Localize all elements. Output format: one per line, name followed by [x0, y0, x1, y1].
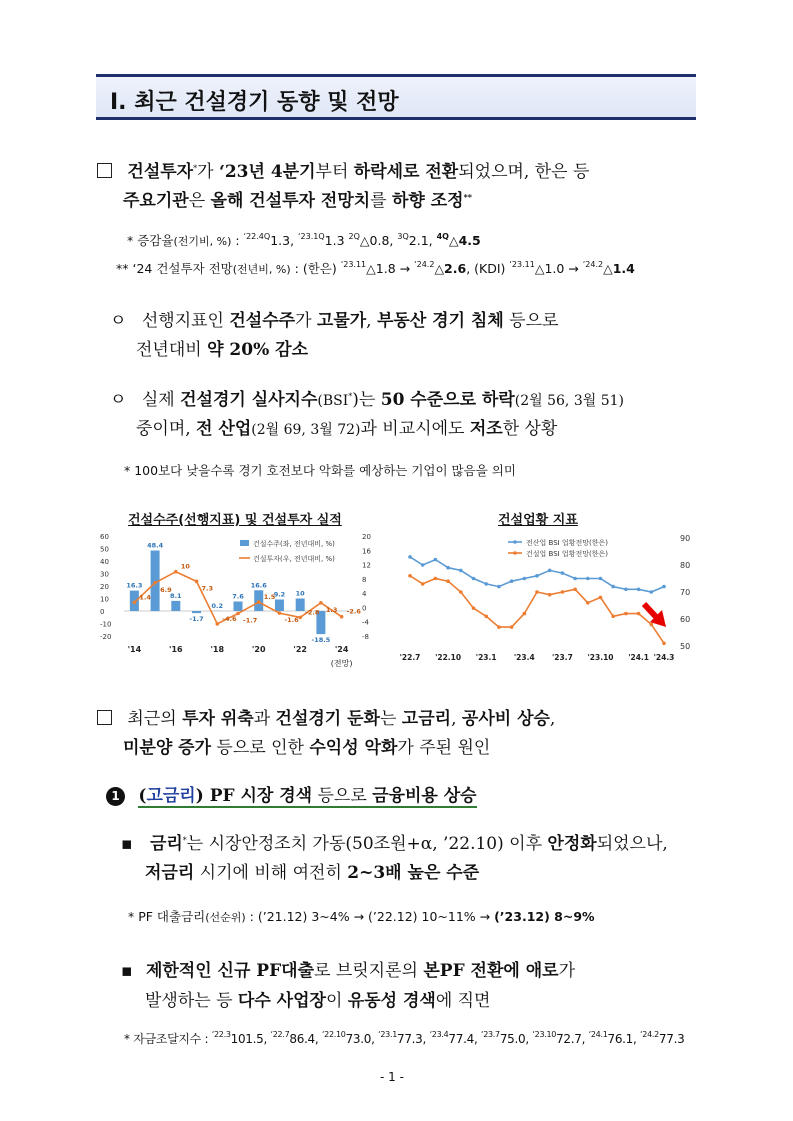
chart2-point-all: [662, 585, 666, 589]
chart1-right-tick: 0: [362, 604, 367, 613]
text-low-rate: 저금리: [145, 863, 195, 883]
chart2-legend-label: 건설업 BSI 업황전망(한은): [526, 550, 608, 558]
chart2-point-construction: [421, 582, 425, 586]
chart1-bar-label: -18.5: [311, 636, 331, 645]
note-sup: ‘24.2: [582, 260, 604, 269]
text: 로 브릿지론의: [314, 961, 424, 981]
chart2-point-construction: [650, 623, 654, 627]
chart2-point-all: [408, 555, 412, 559]
chart2-x-tick: '23.7: [551, 653, 573, 662]
chart2-point-all: [510, 579, 514, 583]
note-text: * 증감율: [127, 233, 174, 248]
chart2-y-tick: 50: [680, 642, 691, 651]
chart1-left-tick: -10: [100, 620, 112, 629]
chart2-line: [396, 528, 696, 670]
chart2-y-tick: 90: [680, 534, 691, 543]
chart2-x-tick: '23.4: [513, 653, 535, 662]
text: 가: [558, 961, 576, 981]
chart2-point-all: [459, 569, 463, 573]
chart1-x-tick: '22: [293, 645, 307, 654]
note-sup: ‘23.1: [378, 1030, 397, 1039]
chart1-legend-bar-swatch: [240, 540, 249, 546]
chart1-bar-label: 16.3: [126, 581, 143, 590]
text-liquidity: 유동성 경색: [347, 991, 436, 1011]
chart1-left-tick: 60: [100, 533, 109, 541]
text-pf-difficulty: 본PF 전환에 애로: [423, 961, 559, 981]
chart1-left-tick: 0: [100, 608, 105, 616]
note-text: △0.8,: [359, 233, 398, 248]
chart1-bar-label: 16.6: [250, 581, 267, 590]
chart1-point: [153, 581, 157, 585]
chart2-point-all: [484, 582, 488, 586]
chart2-point-construction: [472, 606, 476, 610]
chart2-point-construction: [408, 574, 412, 578]
text: 등으로: [503, 311, 559, 331]
text: (2월 56, 3월 51): [514, 393, 624, 409]
text-20pct-decrease: 약 20% 감소: [207, 340, 309, 360]
text: (: [138, 786, 147, 806]
text-high-rate: 고금리: [146, 786, 196, 806]
bullet-circle-icon: ㅇ: [110, 390, 127, 410]
b2-note: * 100보다 낮을수록 경기 호전보다 악화를 예상하는 기업이 많음을 의미: [124, 463, 516, 478]
number-1-icon: 1: [106, 787, 125, 806]
chart1-legend-bar-label: 건설수주(좌, 전년대비, %): [253, 540, 335, 548]
text: 되었으나,: [596, 834, 668, 854]
chart1-left-tick: -20: [100, 633, 112, 641]
chart2-point-construction: [586, 601, 590, 605]
chart1-point: [133, 601, 137, 605]
chart2-x-tick: '24.3: [653, 653, 675, 662]
text-decline-turn: 하락세로 전환: [353, 162, 459, 182]
chart1-bar-label: 48.4: [147, 541, 164, 550]
note-text: △4.5: [448, 233, 481, 248]
text-all-industries: 전 산업: [196, 419, 252, 439]
note-text: , (KDI): [466, 261, 510, 276]
chart1-point: [257, 600, 261, 604]
note-text: ** ‘24 건설투자 전망: [116, 261, 233, 276]
text: 등으로: [312, 786, 373, 806]
chart1-bar-label: -1.7: [189, 615, 204, 624]
chart1-line-label: -4.6: [222, 614, 237, 623]
note-text: 72.7,: [556, 1032, 589, 1046]
chart1-right-tick: -4: [362, 618, 369, 627]
chart2-point-construction: [484, 615, 488, 619]
note-sup: ‘24.1: [588, 1030, 608, 1039]
chart1-bar-label: 9.2: [273, 590, 286, 599]
d2-note: [124, 1030, 684, 1047]
text: ,: [549, 709, 556, 729]
text: 은: [188, 191, 211, 211]
chart2-point-all: [497, 585, 501, 589]
text: 중이며,: [136, 419, 197, 439]
chart1-line-label: 1.5: [263, 593, 276, 602]
text-2-3x: 2~3배 높은 수준: [347, 863, 480, 883]
note-sup: ‘23.1Q: [298, 232, 325, 241]
chart1-bar: [296, 599, 305, 612]
text: ,: [366, 311, 377, 331]
chart2-point-all: [535, 574, 539, 578]
chart1-bar: [275, 600, 284, 612]
chart2-point-all: [561, 571, 565, 575]
d2-line2: [145, 986, 490, 1011]
d1-note: [128, 907, 595, 925]
note-sup: ‘23.7: [480, 1030, 500, 1039]
text-orders: 건설수주: [229, 311, 296, 331]
text: 되었으며, 한은 등: [458, 162, 590, 182]
text-construction-investment: 건설투자: [127, 162, 194, 182]
text: (2월 69, 3월 72): [251, 422, 361, 438]
chart2-point-construction: [459, 590, 463, 594]
text-downward: 하향 조정: [392, 191, 464, 211]
note-text: : (’21.12) 3~4% → (’22.12) 10~11% →: [245, 909, 495, 924]
chart1-point: [340, 615, 344, 619]
text: 실제: [141, 390, 181, 410]
chart2-point-construction: [561, 590, 565, 594]
chart2-title: 건설업황 지표: [498, 513, 578, 528]
chart2-point-all: [523, 577, 527, 581]
text: 는 시장안정조치 가동(50조원+α, ’22.10) 이후: [186, 834, 548, 854]
chart1-bar-label: 0.2: [211, 601, 224, 610]
section-title-box: [96, 74, 696, 120]
bullet-square-icon: ▪: [121, 834, 133, 854]
checkbox-square-icon: [97, 163, 112, 178]
text: 이: [325, 991, 348, 1011]
note-sup: 3Q: [397, 232, 409, 241]
text-23q4: ‘23년 4분기: [218, 162, 316, 182]
note-sup: ‘23.11: [340, 260, 367, 269]
note-text: * PF 대출금리: [128, 909, 206, 924]
note-text: 101.5,: [230, 1032, 271, 1046]
text-rate: 금리: [149, 834, 183, 854]
chart2-legend-dot: [513, 551, 517, 555]
text-investment: 투자 위축: [182, 709, 254, 729]
bullet-circle-icon: ㅇ: [110, 311, 127, 331]
chart1-bar: [234, 602, 243, 612]
chart2-point-construction: [523, 612, 527, 616]
note-text: △1.8 →: [366, 261, 415, 276]
chart1-bar-label: 7.6: [232, 592, 244, 601]
checkbox-square-icon: [97, 710, 112, 725]
chart1-point: [195, 580, 199, 584]
s2-line1: [97, 704, 555, 729]
note-sup: ‘22.4Q: [243, 232, 271, 241]
chart2-point-construction: [611, 615, 615, 619]
chart2-y-tick: 70: [680, 588, 691, 597]
chart1-point: [298, 616, 302, 620]
note-text: (전기비, %): [173, 235, 232, 248]
text: 가: [197, 162, 219, 182]
s2-line2: [123, 733, 490, 758]
chart2-point-construction: [573, 588, 577, 592]
b2-line2: [136, 414, 557, 439]
chart1-x-tick: '14: [127, 645, 142, 654]
chart1-point: [319, 601, 323, 605]
text: 발생하는 등: [145, 991, 238, 1011]
chart2-point-all: [637, 588, 641, 592]
s1-note1: [127, 231, 481, 249]
note-text: : (한은): [290, 261, 341, 276]
chart1-line-label: 1.3: [325, 605, 338, 614]
note-sup: 2Q: [348, 232, 360, 241]
chart2-point-construction: [446, 579, 450, 583]
note-sup: ‘22.7: [270, 1030, 290, 1039]
chart1-bar: [171, 601, 180, 611]
chart1-bar-label: 10: [295, 589, 305, 598]
text: (BSI: [317, 393, 349, 409]
text-many-sites: 다수 사업장: [237, 991, 326, 1011]
chart2-point-all: [434, 558, 438, 562]
note-text: (선순위): [205, 911, 246, 924]
chart2-point-construction: [548, 593, 552, 597]
note-text: 76.1,: [607, 1032, 641, 1046]
text-forecast: 올해 건설투자 전망치: [210, 191, 371, 211]
note-sup: ‘24.2: [414, 260, 435, 269]
chart2-point-all: [599, 577, 603, 581]
chart2-point-construction: [637, 612, 641, 616]
text-50-level: 50 수준으로 하락: [380, 390, 515, 410]
text: 시기에 비해 여전히: [194, 863, 348, 883]
note-text: * 자금조달지수 :: [124, 1032, 212, 1046]
chart1-x-tick: '18: [210, 645, 225, 654]
chart1-right-tick: 20: [362, 533, 371, 541]
note-sup: ‘23.11: [509, 260, 535, 269]
chart2-point-construction: [510, 625, 514, 629]
chart1-title: 건설수주(선행지표) 및 건설투자 실적: [128, 513, 342, 528]
chart2-point-construction: [535, 590, 539, 594]
note-text: 73.0,: [345, 1032, 379, 1046]
page-number: - 1 -: [380, 1070, 404, 1084]
chart2-x-tick: '22.10: [435, 653, 462, 662]
chart1-left-tick: 10: [100, 595, 109, 604]
text: ) PF 시장 경색: [195, 786, 313, 806]
chart2-point-all: [472, 577, 476, 581]
b2-line1: [110, 385, 624, 410]
chart2-point-all: [586, 577, 590, 581]
note-text: 1.3,: [270, 233, 299, 248]
text: 에 직면: [435, 991, 491, 1011]
chart1-right-tick: 12: [362, 561, 371, 570]
chart2-point-construction: [599, 596, 603, 600]
note-text: (’23.12) 8~9%: [494, 909, 595, 924]
note-sup: ‘22.10: [321, 1030, 346, 1039]
text: 부터: [315, 162, 354, 182]
chart2-point-all: [446, 566, 450, 570]
chart2-line-construction: [410, 576, 664, 644]
chart1-point: [236, 612, 240, 616]
note-sup: ‘22.3: [211, 1030, 231, 1039]
chart1-right-tick: 16: [362, 547, 371, 556]
text-cost-rise: 공사비 상승: [461, 709, 550, 729]
text: )는: [352, 390, 381, 410]
text: 는: [379, 709, 402, 729]
chart2-point-all: [650, 590, 654, 594]
note-sup: 4Q: [436, 232, 449, 241]
text-bsi: 건설경기 실사지수: [180, 390, 318, 410]
chart1-x-tick: '16: [169, 645, 183, 654]
chart1-point: [278, 611, 282, 615]
note-sup: ‘23.4: [429, 1030, 449, 1039]
note-text: 77.4,: [448, 1032, 481, 1046]
chart1-x-tick: '24: [334, 645, 349, 654]
note-text: :: [231, 233, 244, 248]
chart2-point-construction: [497, 625, 501, 629]
text-slowdown: 건설경기 둔화: [275, 709, 380, 729]
footnote-mark: *: [182, 836, 187, 845]
note-text: 86.4,: [289, 1032, 322, 1046]
chart1-x-sub: (전망): [330, 659, 353, 668]
chart1-point: [174, 570, 178, 574]
note-text: △1.4: [603, 261, 635, 276]
text-high-prices: 고물가: [316, 311, 367, 331]
chart1-legend-line-label: 건설투자(우, 전년대비, %): [253, 555, 335, 563]
text: 전년대비: [136, 340, 208, 360]
chart2-legend-dot: [513, 540, 517, 544]
text-unsold: 미분양 증가: [123, 738, 212, 758]
chart1-left-tick: 30: [100, 570, 109, 579]
chart2-y-tick: 80: [680, 561, 691, 570]
chart1-line-label: 7.3: [201, 584, 214, 593]
note-sup: ‘24.2: [640, 1030, 659, 1039]
b1-line1: [110, 306, 558, 331]
chart1-right-tick: 4: [362, 590, 367, 599]
note-text: 1.3: [324, 233, 349, 248]
s1-line2: [123, 186, 472, 211]
chart1-left-tick: 20: [100, 583, 109, 591]
note-text: △1.0 →: [534, 261, 583, 276]
text-high-rates: 고금리: [401, 709, 452, 729]
chart1-line-label: -2.8: [305, 608, 320, 617]
text-slump: 부동산 경기 침체: [376, 311, 504, 331]
chart1-line-label: -1.6: [284, 616, 299, 625]
text-profit: 수익성 악화: [309, 738, 398, 758]
chart2-x-tick: '24.1: [628, 653, 650, 662]
text: 과: [253, 709, 276, 729]
note-text: 77.3,: [397, 1032, 430, 1046]
chart2-point-all: [421, 563, 425, 567]
note-text: 75.0,: [499, 1032, 533, 1046]
chart2-point-construction: [662, 642, 666, 646]
text: 가 주된 원인: [397, 738, 491, 758]
d2-line1: [121, 956, 575, 981]
chart2-x-tick: '23.1: [475, 653, 497, 662]
footnote-mark: **: [463, 192, 472, 202]
chart1-line-label: 10: [180, 562, 190, 571]
b1-line2: [136, 335, 308, 360]
chart2-y-tick: 60: [680, 615, 691, 624]
chart1-bar-line: [98, 528, 388, 670]
note-text: (전년비, %): [232, 263, 291, 276]
text: ,: [451, 709, 462, 729]
note-text: △2.6: [434, 261, 467, 276]
note-text: 77.3: [658, 1032, 685, 1046]
chart1-line-label: 6.9: [160, 585, 172, 594]
d1-line2: [145, 858, 479, 883]
chart1-point: [215, 622, 219, 626]
chart2-point-all: [573, 577, 577, 581]
text-weak: 저조: [469, 419, 503, 439]
note-text: 2.1,: [408, 233, 437, 248]
text-stabilized: 안정화: [547, 834, 597, 854]
footnote-mark: *: [348, 392, 353, 401]
chart1-line-label: 1.4: [139, 593, 151, 602]
chart2-x-tick: '22.7: [399, 653, 421, 662]
h1-underlined: [138, 786, 476, 808]
chart1-x-tick: '20: [251, 645, 266, 654]
s1-line1: [97, 157, 589, 182]
chart1-left-tick: 50: [100, 545, 109, 554]
note-sup: ‘23.10: [532, 1030, 557, 1039]
text: 등으로 인한: [211, 738, 310, 758]
chart1-right-tick: -8: [362, 633, 369, 641]
chart2-point-construction: [434, 577, 438, 581]
text: 한 상황: [502, 419, 558, 439]
section-title: Ⅰ. 최근 건설경기 동향 및 전망: [110, 90, 399, 115]
chart1-bar-label: 8.1: [170, 591, 182, 600]
d1-line1: [121, 829, 668, 854]
text: 과 비교시에도: [360, 419, 470, 439]
chart2-x-tick: '23.10: [587, 653, 614, 662]
chart2-point-all: [611, 585, 615, 589]
bullet-square-icon: ▪: [121, 961, 133, 981]
chart1-left-tick: 40: [100, 558, 109, 566]
text-limited-pf: 제한적인 신규 PF대출: [145, 961, 315, 981]
chart1-right-tick: 8: [362, 575, 367, 584]
text: 최근의: [127, 709, 183, 729]
chart2-legend-label: 전산업 BSI 업황전망(한은): [526, 539, 608, 547]
h1-line: [106, 781, 477, 806]
text: 선행지표인: [141, 311, 230, 331]
chart2-point-construction: [624, 612, 628, 616]
text: 를: [370, 191, 392, 211]
text: 가: [295, 311, 317, 331]
text-major-institutions: 주요기관: [123, 191, 189, 211]
chart2-point-all: [624, 588, 628, 592]
chart1-line-label: -2.6: [346, 607, 361, 616]
chart2-point-all: [548, 569, 552, 573]
text: 금융비용 상승: [372, 786, 477, 806]
s1-note2: [116, 259, 635, 277]
chart1-line-label: -1.7: [243, 616, 258, 625]
chart1-bar: [192, 611, 201, 613]
footnote-mark: *: [193, 164, 198, 173]
